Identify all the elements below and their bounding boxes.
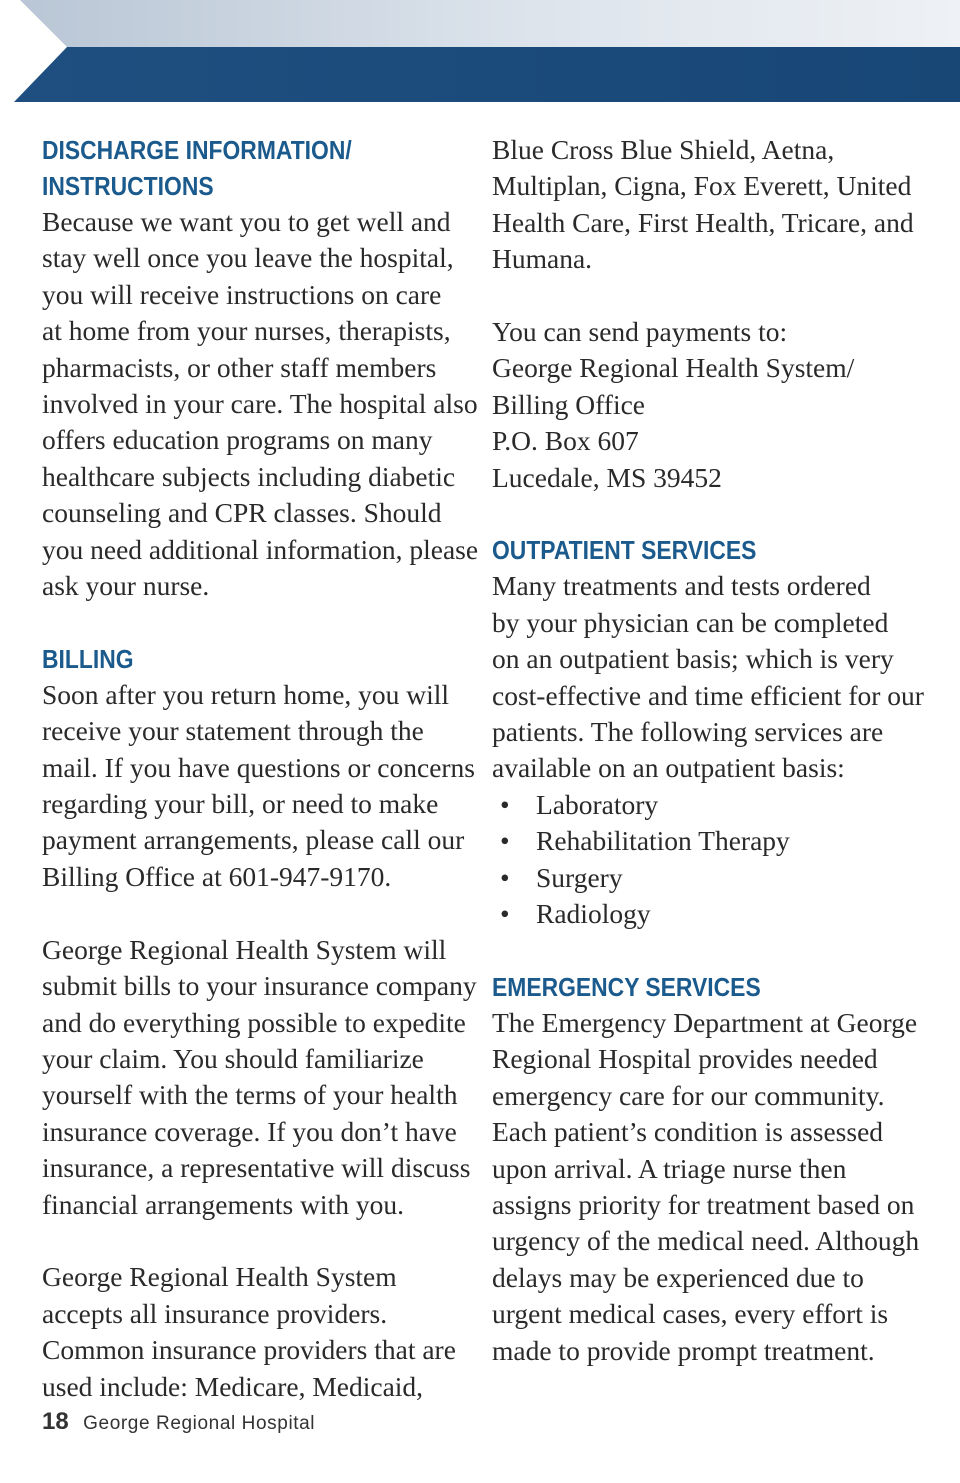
service-label: Laboratory xyxy=(536,788,659,820)
body-line: your claim. You should familiarize xyxy=(42,1042,424,1074)
page-number: 18 xyxy=(42,1408,69,1435)
body-line: delays may be experienced due to xyxy=(492,1261,864,1293)
bullet-icon: • xyxy=(500,825,510,857)
service-label: Rehabilitation Therapy xyxy=(536,825,790,857)
body-line: at home from your nurses, therapists, xyxy=(42,315,451,347)
body-line: involved in your care. The hospital also xyxy=(42,388,478,420)
body-line: offers education programs on many xyxy=(42,424,433,456)
body-line: stay well once you leave the hospital, xyxy=(42,242,454,274)
body-line: Because we want you to get well and xyxy=(42,206,451,237)
body-line: submit bills to your insurance company xyxy=(42,970,477,1002)
bullet-icon: • xyxy=(500,788,510,820)
body-line: Each patient’s condition is assessed xyxy=(492,1116,884,1148)
body-line: patients. The following services are xyxy=(492,716,884,748)
body-line: Multiplan, Cigna, Fox Everett, United xyxy=(492,170,912,202)
body-line: and do everything possible to expedite xyxy=(42,1006,466,1038)
body-line: cost-effective and time efficient for our xyxy=(492,679,924,711)
body-line: urgency of the medical need. Although xyxy=(492,1225,920,1257)
body-line: you will receive instructions on care xyxy=(42,278,442,310)
bullet-icon: • xyxy=(500,861,510,893)
body-line: insurance, a representative will discuss xyxy=(42,1152,471,1184)
body-line: urgent medical cases, every effort is xyxy=(492,1298,889,1330)
list-item xyxy=(492,860,922,896)
body-line: receive your statement through the xyxy=(42,715,424,747)
body-line: The Emergency Department at George xyxy=(492,1006,918,1038)
outpatient-heading: OUTPATIENT SERVICES xyxy=(492,535,757,566)
service-label: Surgery xyxy=(536,861,623,893)
body-line: made to provide prompt treatment. xyxy=(492,1334,875,1366)
billing-paragraph xyxy=(42,1259,462,1405)
billing-section xyxy=(42,641,477,1405)
body-line: George Regional Health System xyxy=(42,1261,397,1293)
emergency-heading: EMERGENCY SERVICES xyxy=(492,971,761,1002)
page-footer xyxy=(42,1408,315,1436)
service-label: Radiology xyxy=(536,898,651,930)
list-item xyxy=(492,896,922,932)
list-item xyxy=(492,787,922,823)
body-line: financial arrangements with you. xyxy=(42,1188,404,1220)
payment-address xyxy=(492,314,922,496)
emergency-body xyxy=(492,1005,922,1369)
outpatient-services-list xyxy=(492,787,922,933)
payment-intro: You can send payments to: xyxy=(492,316,788,348)
address-line: Lucedale, MS 39452 xyxy=(492,461,722,493)
list-item xyxy=(492,823,922,859)
body-line: Soon after you return home, you will xyxy=(42,678,450,710)
body-line: accepts all insurance providers. xyxy=(42,1297,388,1329)
header-banner xyxy=(0,0,960,104)
body-line: counseling and CPR classes. Should xyxy=(42,497,442,529)
body-line: Humana. xyxy=(492,243,593,275)
body-line: pharmacists, or other staff members xyxy=(42,351,437,383)
emergency-section xyxy=(492,969,922,1369)
billing-paragraph xyxy=(42,677,476,895)
outpatient-body xyxy=(492,568,922,786)
address-line: P.O. Box 607 xyxy=(492,425,639,457)
insurance-continued xyxy=(492,132,922,278)
body-line: available on an outpatient basis: xyxy=(492,752,845,784)
body-line: payment arrangements, please call our xyxy=(42,824,465,856)
body-line: ask your nurse. xyxy=(42,570,210,602)
bullet-icon: • xyxy=(500,898,510,930)
body-line: you need additional information, please xyxy=(42,533,479,565)
body-line: mail. If you have questions or concerns xyxy=(42,751,476,783)
body-line: Regional Hospital provides needed xyxy=(492,1043,878,1075)
outpatient-section xyxy=(492,532,922,932)
body-line: emergency care for our community. xyxy=(492,1079,885,1111)
body-line: Common insurance providers that are xyxy=(42,1334,456,1366)
left-column xyxy=(42,132,479,1405)
body-line: George Regional Health System will xyxy=(42,933,447,965)
billing-heading: BILLING xyxy=(42,643,134,674)
body-line: upon arrival. A triage nurse then xyxy=(492,1152,847,1184)
body-line: insurance coverage. If you don’t have xyxy=(42,1115,457,1147)
discharge-heading-line: DISCHARGE INFORMATION/ xyxy=(42,135,352,165)
body-line: regarding your bill, or need to make xyxy=(42,788,439,820)
discharge-section xyxy=(42,132,479,604)
footer-title: George Regional Hospital xyxy=(83,1413,316,1434)
billing-paragraph xyxy=(42,932,477,1223)
body-line: by your physician can be completed xyxy=(492,606,889,638)
address-line: Billing Office xyxy=(492,388,646,420)
banner-dark-band xyxy=(14,47,960,102)
discharge-heading xyxy=(42,132,412,204)
body-line: Health Care, First Health, Tricare, and xyxy=(492,206,914,238)
address-line: George Regional Health System/ xyxy=(492,352,855,384)
body-line: healthcare subjects including diabetic xyxy=(42,460,456,492)
body-line: yourself with the terms of your health xyxy=(42,1079,458,1111)
body-line: Many treatments and tests ordered xyxy=(492,570,871,602)
body-line: on an outpatient basis; which is very xyxy=(492,643,894,675)
discharge-body xyxy=(42,204,479,604)
banner-light-band xyxy=(20,0,960,47)
right-column xyxy=(492,132,922,1369)
body-line: Blue Cross Blue Shield, Aetna, xyxy=(492,134,835,165)
discharge-heading-line: INSTRUCTIONS xyxy=(42,171,214,201)
body-line: Billing Office at 601-947-9170. xyxy=(42,860,392,892)
body-line: assigns priority for treatment based on xyxy=(492,1188,915,1220)
body-line: used include: Medicare, Medicaid, xyxy=(42,1370,424,1402)
